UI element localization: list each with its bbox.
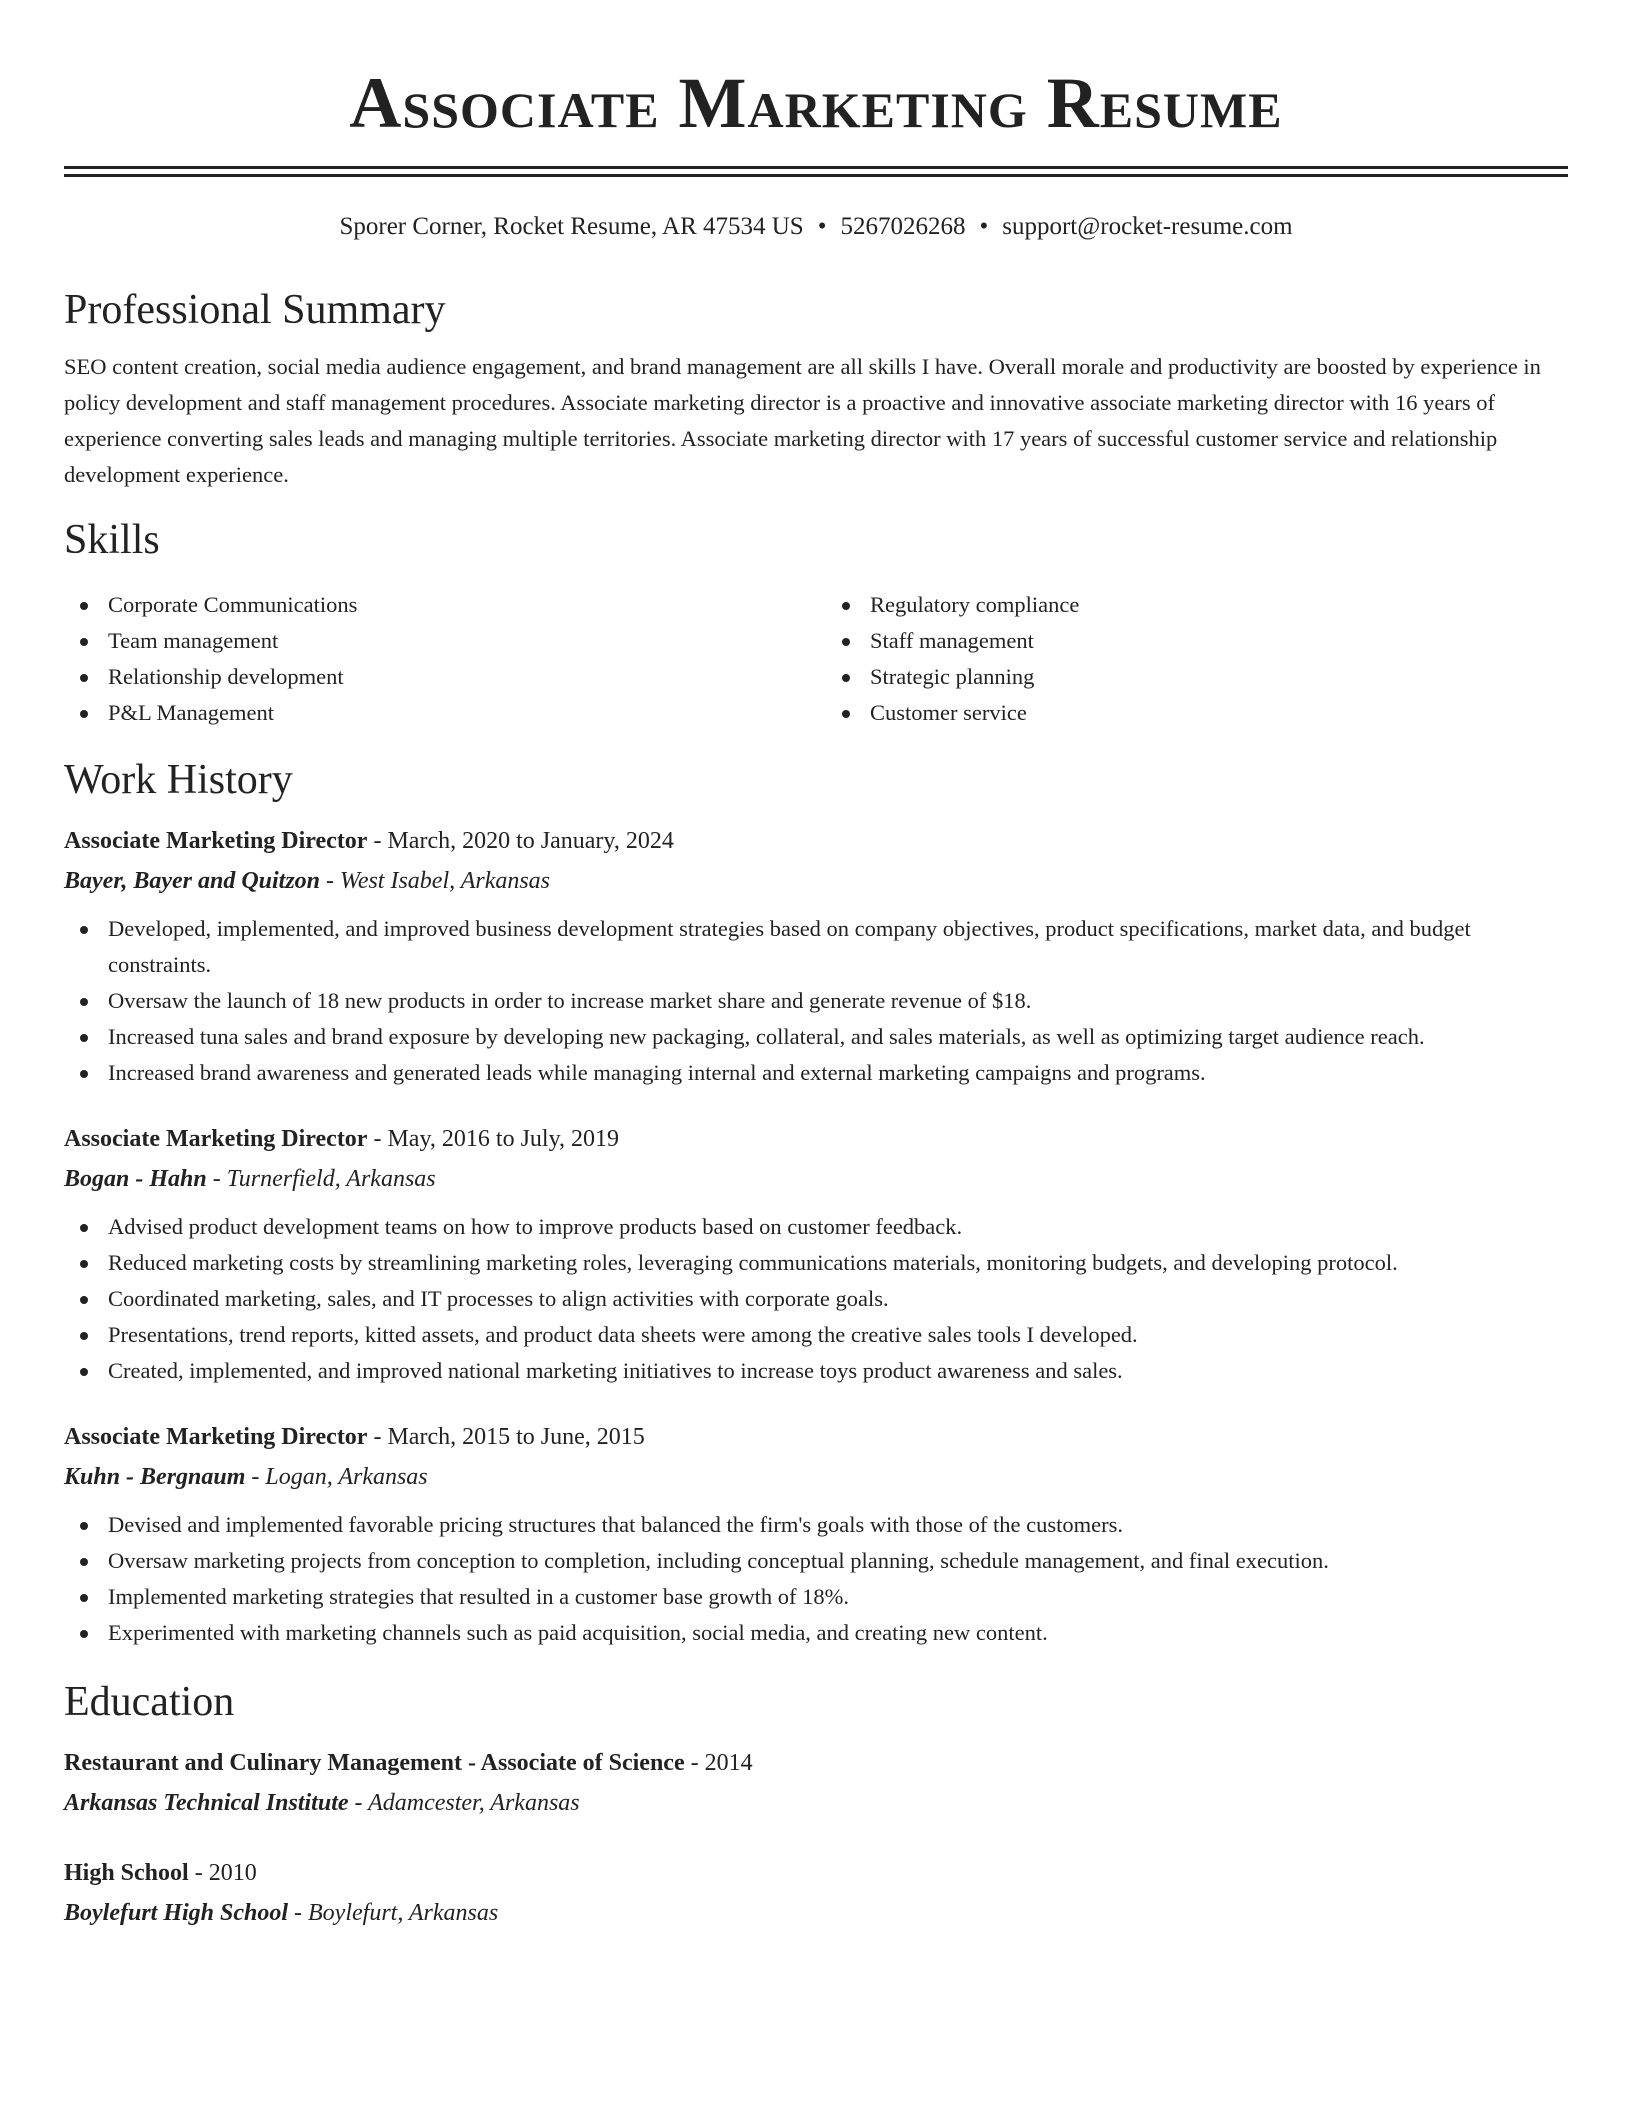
- skill-item: Regulatory compliance: [826, 587, 1568, 623]
- skills-grid: [64, 587, 1568, 731]
- job-bullets: [64, 1507, 1568, 1651]
- job-bullet: Increased tuna sales and brand exposure by developing new packaging, collateral, and sales materials, as well as optimizing target audience reach.: [64, 1019, 1568, 1055]
- job-bullet: Created, implemented, and improved national marketing initiatives to increase toys product awareness and sales.: [64, 1353, 1568, 1389]
- job-dates: - March, 2015 to June, 2015: [367, 1424, 645, 1450]
- job-company-line: [64, 861, 1568, 901]
- education-school: Arkansas Technical Institute: [64, 1790, 349, 1816]
- resume-page: [64, 0, 1568, 1933]
- contact-line: [64, 211, 1568, 243]
- job-company: Bogan - Hahn: [64, 1166, 207, 1192]
- job-company-line: [64, 1159, 1568, 1199]
- job-company: Kuhn - Bergnaum: [64, 1464, 246, 1490]
- job-title: Associate Marketing Director: [64, 828, 368, 854]
- job-bullet: Presentations, trend reports, kitted assets, and product data sheets were among the creative sales tools I developed.: [64, 1317, 1568, 1353]
- title-rule-top: [64, 166, 1568, 169]
- job-entry: [64, 821, 1568, 1091]
- job-bullet: Devised and implemented favorable pricing structures that balanced the firm's goals with those of the customers.: [64, 1507, 1568, 1543]
- work-history-heading: Work History: [64, 757, 293, 803]
- job-title: Associate Marketing Director: [64, 1424, 368, 1450]
- title-rule-bottom: [64, 174, 1568, 177]
- skills-list-left: [64, 587, 806, 731]
- contact-separator: •: [979, 213, 989, 240]
- job-bullet: Increased brand awareness and generated leads while managing internal and external marketing campaigns and programs.: [64, 1055, 1568, 1091]
- education-year: - 2014: [684, 1750, 753, 1776]
- skill-item: Team management: [64, 623, 806, 659]
- job-dates: - May, 2016 to July, 2019: [367, 1126, 620, 1152]
- education-school-line: [64, 1893, 1568, 1933]
- job-title-line: [64, 1417, 1568, 1457]
- job-entry: [64, 1417, 1568, 1651]
- job-bullets: [64, 911, 1568, 1091]
- education-entry: [64, 1743, 1568, 1823]
- education-location: - Boylefurt, Arkansas: [288, 1900, 499, 1926]
- job-entry: [64, 1119, 1568, 1389]
- summary-text: SEO content creation, social media audience engagement, and brand management are all skills I have. Overall morale and productivity are boosted by experience in policy development and staff management procedures. Associate marketing director is a proactive and innovative associate marketing director with 16 years of experience converting sales leads and managing multiple territories. Associate marketing director with 17 years of successful customer service and relationship development experience.: [64, 354, 1541, 487]
- education-degree: Restaurant and Culinary Management - Associate of Science: [64, 1750, 685, 1776]
- education-school: Boylefurt High School: [64, 1900, 289, 1926]
- job-company: Bayer, Bayer and Quitzon: [64, 868, 321, 894]
- job-company-line: [64, 1457, 1568, 1497]
- skill-item: P&L Management: [64, 695, 806, 731]
- contact-separator: •: [817, 213, 827, 240]
- resume-title: Associate Marketing Resume: [349, 63, 1283, 143]
- job-bullet: Implemented marketing strategies that resulted in a customer base growth of 18%.: [64, 1579, 1568, 1615]
- education-entry: [64, 1853, 1568, 1933]
- job-bullet: Advised product development teams on how to improve products based on customer feedback.: [64, 1209, 1568, 1245]
- job-bullets: [64, 1209, 1568, 1389]
- education-school-line: [64, 1783, 1568, 1823]
- education-degree-line: [64, 1743, 1568, 1783]
- job-title-line: [64, 1119, 1568, 1159]
- job-bullet: Oversaw marketing projects from conception to completion, including conceptual planning, schedule management, and final execution.: [64, 1543, 1568, 1579]
- education-location: - Adamcester, Arkansas: [348, 1790, 580, 1816]
- job-title: Associate Marketing Director: [64, 1126, 368, 1152]
- job-location: - Turnerfield, Arkansas: [206, 1166, 436, 1192]
- job-location: - West Isabel, Arkansas: [320, 868, 551, 894]
- skill-item: Strategic planning: [826, 659, 1568, 695]
- skills-list-right: [826, 587, 1568, 731]
- education-heading: Education: [64, 1679, 235, 1725]
- skill-item: Corporate Communications: [64, 587, 806, 623]
- skill-item: Relationship development: [64, 659, 806, 695]
- job-bullet: Developed, implemented, and improved business development strategies based on company objectives, product specifications, market data, and budget constraints.: [64, 911, 1568, 983]
- contact-email[interactable]: support@rocket-resume.com: [1002, 213, 1293, 240]
- education-year: - 2010: [188, 1860, 257, 1886]
- job-bullet: Reduced marketing costs by streamlining marketing roles, leveraging communications materials, monitoring budgets, and developing protocol.: [64, 1245, 1568, 1281]
- skill-item: Customer service: [826, 695, 1568, 731]
- job-title-line: [64, 821, 1568, 861]
- contact-address: Sporer Corner, Rocket Resume, AR 47534 US: [339, 213, 804, 240]
- summary-heading: Professional Summary: [64, 287, 446, 333]
- job-bullet: Experimented with marketing channels such as paid acquisition, social media, and creating new content.: [64, 1615, 1568, 1651]
- skill-item: Staff management: [826, 623, 1568, 659]
- skills-heading: Skills: [64, 517, 160, 563]
- job-bullet: Oversaw the launch of 18 new products in order to increase market share and generate revenue of $18.: [64, 983, 1568, 1019]
- job-dates: - March, 2020 to January, 2024: [367, 828, 674, 854]
- education-degree-line: [64, 1853, 1568, 1893]
- job-location: - Logan, Arkansas: [245, 1464, 428, 1490]
- education-degree: High School: [64, 1860, 189, 1886]
- job-bullet: Coordinated marketing, sales, and IT processes to align activities with corporate goals.: [64, 1281, 1568, 1317]
- contact-phone: 5267026268: [840, 213, 966, 240]
